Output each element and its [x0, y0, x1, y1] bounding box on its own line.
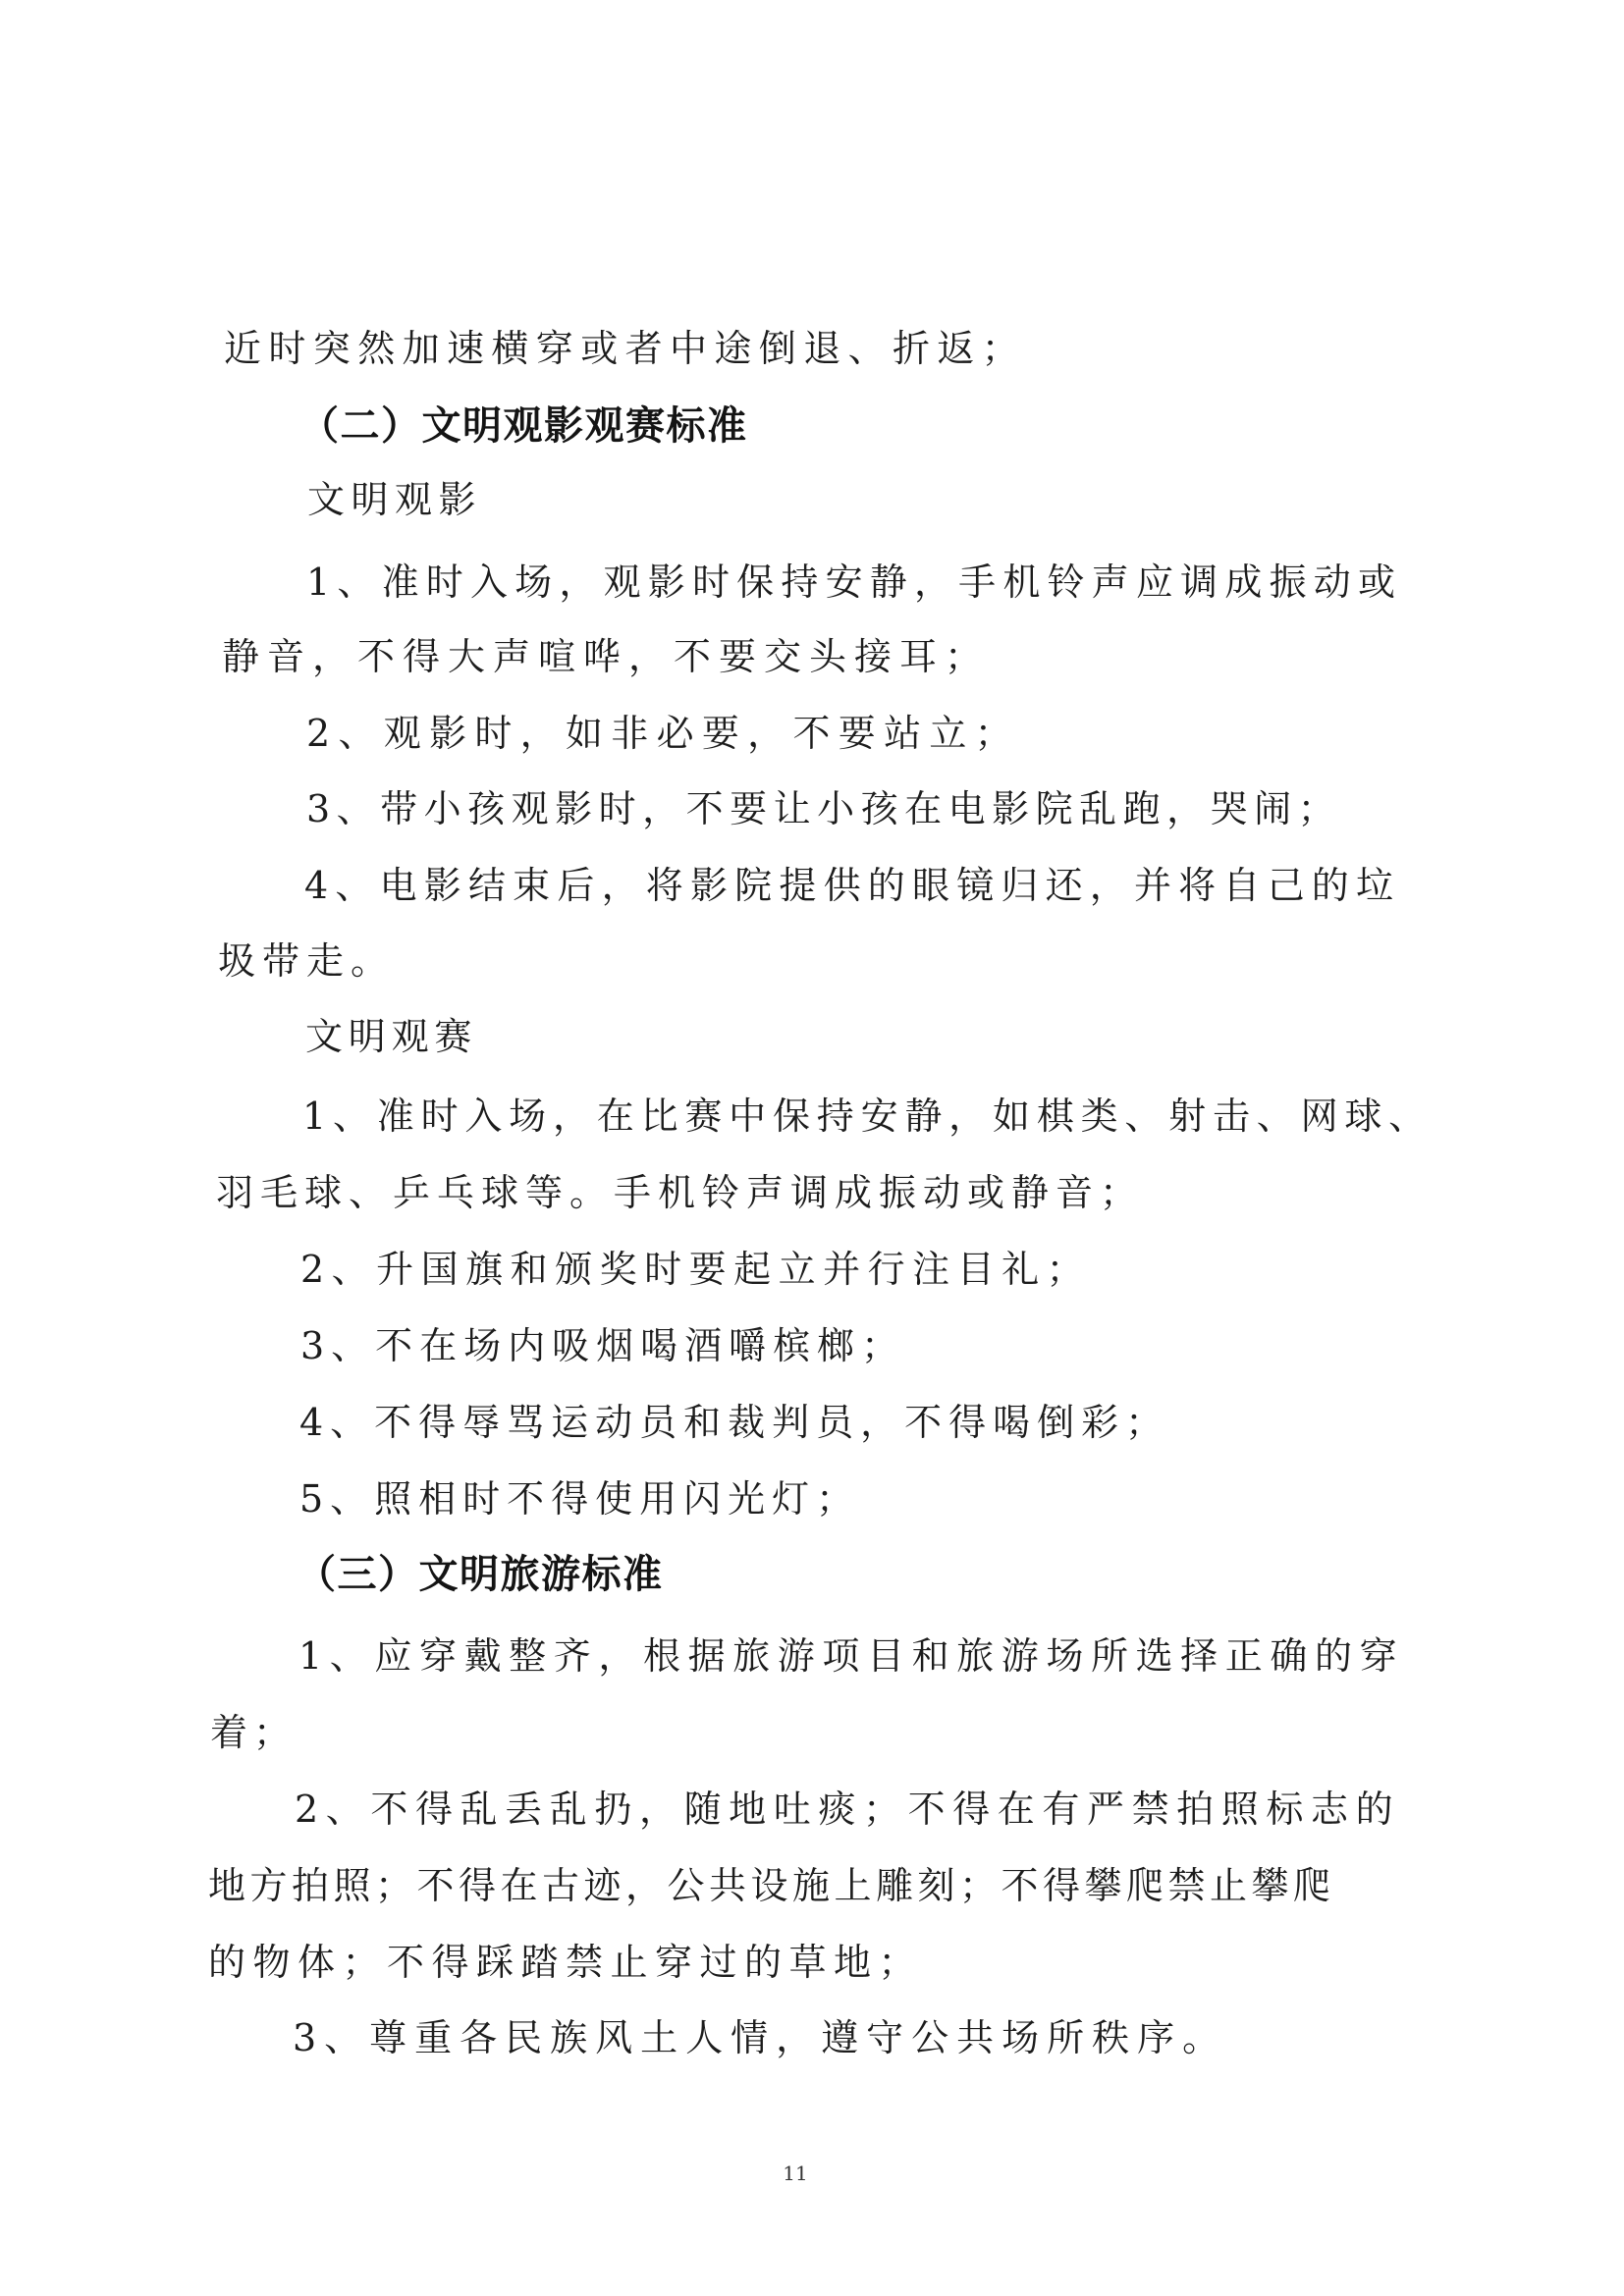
subheading-match: 文明观赛: [305, 1015, 478, 1058]
subheading-movie: 文明观影: [307, 478, 483, 521]
body-text-line: 的物体；不得踩踏禁止穿过的草地；: [208, 1941, 924, 1984]
body-text-line: 5、照相时不得使用闪光灯；: [299, 1477, 861, 1521]
body-text-line: 1、准时入场，在比赛中保持安静，如棋类、射击、网球、: [302, 1095, 1433, 1138]
body-text-line: 羽毛球、乒乓球等。手机铃声调成振动或静音；: [216, 1171, 1145, 1214]
body-text-line: 静音，不得大声喧哗，不要交头接耳；: [222, 635, 991, 678]
body-text-line: 1、准时入场，观影时保持安静，手机铃声应调成振动或: [306, 561, 1403, 604]
body-text-line: 4、不得辱骂运动员和裁判员，不得喝倒彩；: [299, 1401, 1170, 1444]
body-text-line: 1、应穿戴整齐，根据旅游项目和旅游场所选择正确的穿: [298, 1634, 1405, 1678]
body-text-line: 着；: [210, 1711, 298, 1754]
body-text-line: 2、升国旗和颁奖时要起立并行注目礼；: [300, 1248, 1092, 1291]
body-text-line: 4、电影结束后，将影院提供的眼镜归还，并将自己的垃: [304, 864, 1401, 907]
page-number: 11: [783, 2162, 808, 2185]
body-text-line: 2、不得乱丢乱扔，随地吐痰；不得在有严禁拍照标志的: [295, 1788, 1401, 1831]
section-heading-2: （二）文明观影观赛标准: [299, 403, 748, 449]
body-text-line: 地方拍照；不得在古迹，公共设施上雕刻；不得攀爬禁止攀爬: [208, 1864, 1335, 1907]
body-text-line: 近时突然加速横穿或者中途倒退、折返；: [224, 327, 1027, 370]
body-text-line: 3、带小孩观影时，不要让小孩在电影院乱跑，哭闹；: [306, 787, 1342, 830]
body-text-line: 3、尊重各民族风土人情，遵守公共场所秩序。: [293, 2016, 1228, 2059]
body-text-line: 圾带走。: [218, 939, 396, 983]
body-text-line: 2、观影时，如非必要，不要站立；: [306, 712, 1020, 755]
section-heading-3: （三）文明旅游标准: [297, 1552, 664, 1597]
body-text-line: 3、不在场内吸烟喝酒嚼槟榔；: [300, 1324, 906, 1367]
